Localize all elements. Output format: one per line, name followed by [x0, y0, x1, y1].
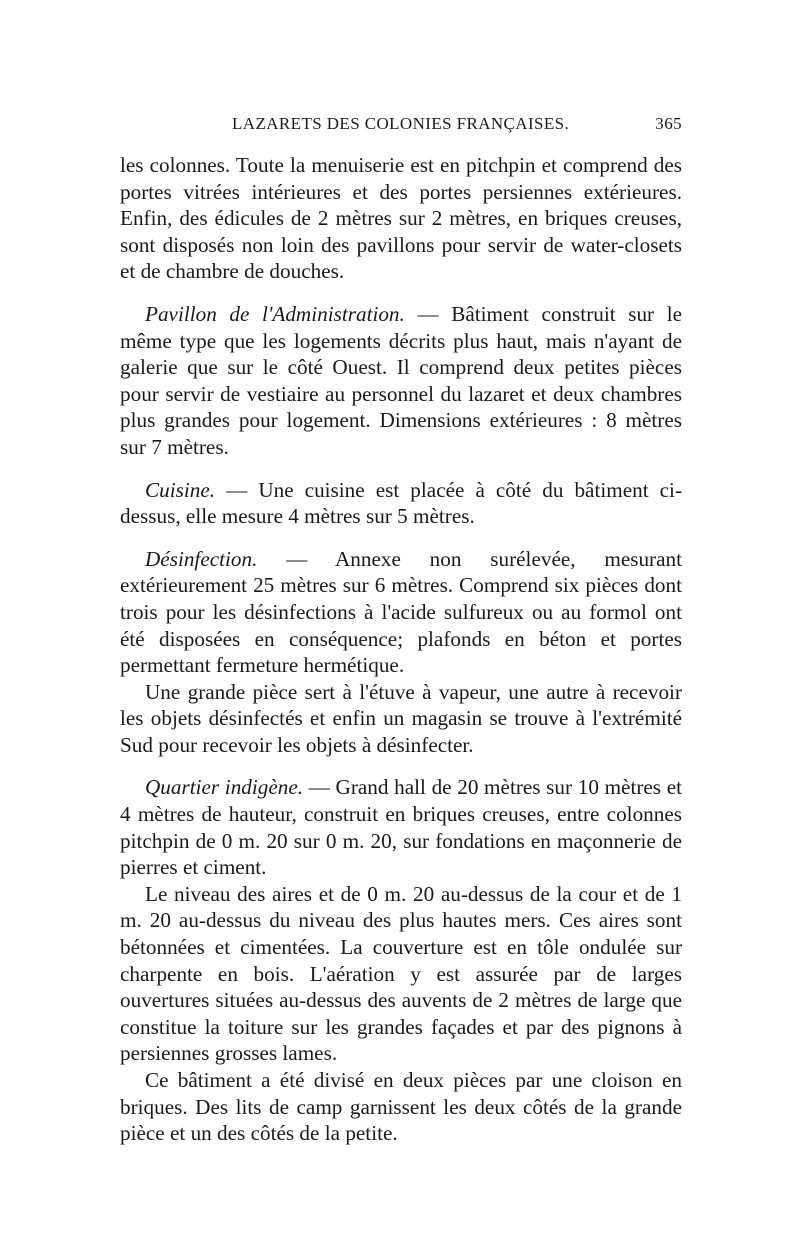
paragraph-quartier-indigene [120, 774, 682, 880]
paragraph-batiment-divise [120, 1067, 682, 1147]
paragraph-text: Une grande pièce sert à l'étuve à vapeur, une autre à recevoir les objets désinfectés et enfin un magasin se trouve à l'extrémité Sud pour recevoir les objets à désinfecter. [120, 679, 682, 757]
paragraph-cuisine [120, 477, 682, 530]
paragraph-text: — Annexe non surélevée, mesurant extérieurement 25 mètres sur 6 mètres. Comprend six pièces dont trois pour les désinfections à l'acide sulfureux ou au formol ont été disposées en conséquence; plafonds en béton et portes permettant fermeture hermétique. [120, 546, 682, 678]
paragraph-text: — Une cuisine est placée à côté du bâtiment ci-dessus, elle mesure 4 mètres sur 5 mètres. [120, 477, 682, 529]
running-head [120, 108, 682, 138]
section-heading: Cuisine. [145, 477, 216, 502]
page-number: 365 [655, 114, 682, 133]
paragraph-niveau-aires [120, 881, 682, 1067]
paragraph-text: — Bâtiment construit sur le même type que les logements décrits plus haut, mais n'ayant de galerie que sur le côté Ouest. Il comprend deux petites pièces pour servir de vestiaire au personnel du lazaret et deux chambres plus grandes pour logement. Dimensions extérieures : 8 mètres sur 7 mètres. [120, 301, 682, 459]
paragraph-pavillon-administration [120, 301, 682, 461]
paragraph-text: Le niveau des aires et de 0 m. 20 au-dessus de la cour et de 1 m. 20 au-dessus du niveau des plus hautes mers. Ces aires sont bétonnées et cimentées. La couverture est en tôle ondulée sur charpente en bois. L'aération y est assurée par de larges ouvertures situées au-dessus des auvents de 2 mètres de large que constitue la toiture sur les grandes façades et par des pignons à persiennes grosses lames. [120, 881, 682, 1066]
paragraph-desinfection [120, 546, 682, 679]
paragraph-text: — Grand hall de 20 mètres sur 10 mètres et 4 mètres de hauteur, construit en briques creuses, entre colonnes pitchpin de 0 m. 20 sur 0 m. 20, sur fondations en maçonnerie de pierres et ciment. [120, 775, 682, 880]
paragraph-text: les colonnes. Toute la menuiserie est en pitchpin et comprend des portes vitrées intérieures et des portes persiennes extérieures. Enfin, des édicules de 2 mètres sur 2 mètres, en briques creuses, sont disposés non loin des pavillons pour servir de water-closets et de chambre de douches. [120, 153, 682, 284]
paragraph-text: Ce bâtiment a été divisé en deux pièces par une cloison en briques. Des lits de camp garnissent les deux côtés de la grande pièce et un des côtés de la petite. [120, 1068, 682, 1146]
section-heading: Quartier indigène. [145, 775, 304, 800]
paragraph-etuve [120, 679, 682, 759]
body-text [120, 152, 682, 1147]
document-page [120, 108, 682, 1147]
section-heading: Désinfection. [145, 546, 258, 571]
running-title: LAZARETS DES COLONIES FRANÇAISES. [232, 114, 570, 133]
section-heading: Pavillon de l'Administration. [145, 301, 405, 326]
paragraph-menuiserie [120, 152, 682, 285]
